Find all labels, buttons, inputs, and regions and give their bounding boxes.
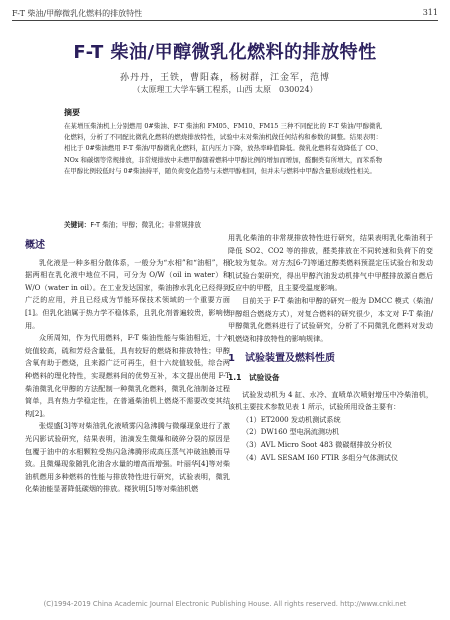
list-item: （2）DW160 型电涡流测功机 (242, 427, 340, 437)
paragraph: 众所周知，作为代用燃料，F-T 柴油性能与柴油相近，十六烷值较高，硫和芳烃含量低，具有较好的燃烧和排放特性；甲醇含氧有助于燃烧，且来源广泛可再生，但十六烷值较低，综合两种燃料的理化特性，实现燃料间的优势互补，本文提出使用 F-T 柴油微乳化甲醇的方法配制一种微乳化燃料，微乳化油制备过程简单，具有热力学稳定性，在普通柴油机上燃烧不需要改变其结构[2]。 (25, 333, 230, 418)
paragraph: 乳化液是一种多相分散体系，一般分为“水相”和“油相”，根据两相在乳化液中地位不同，可分为 O/W（oil in water）和 W/O（water in oil）。在工业发达国家，柴油掺水乳化已经得到广泛的应用，并且已经成为节能环保技术领域的一个重要方面[1]。但乳化油属于热力学不稳体系，且乳化剂普遍较贵，影响使用。 (25, 257, 230, 330)
author-list: 孙丹丹，王铁，曹阳森，杨树群，江金军，范博 (119, 73, 330, 83)
running-title: F-T 柴油/甲醇微乳化燃料的排放特性 (12, 9, 143, 18)
equipment-list (228, 414, 433, 464)
keywords (64, 219, 384, 229)
left-column (25, 238, 230, 496)
paragraph: 张煜盛[3]等对柴油乳化液喷雾闪急沸腾与微爆现象进行了激光闪影试验研究，结果表明，油滴发生微爆和破碎分裂的原因是包覆于油中的水相颗粒受热闪急沸腾形成高压蒸气冲破油膜而导致。且微爆现象随乳化油含水量的增高而增强。叶丽华[4]等对柴油机燃用多种燃料的性能与排放特性进行研究，试验表明，微乳化柴油能显著降低碳烟的排放。楼狄明[5]等对柴油机燃 (25, 421, 230, 494)
abstract-text: 在某增压柴油机上分别燃用 0#柴油、F-T 柴油和 FM05、FM10、FM15 三种不同配比的 F-T 柴油/甲醇微乳化燃料，分析了不同配比微乳化燃料的燃烧排放特性，试验中未对柴油机做任何结构和参数的调整。结果表明：相比于 0#柴油燃用 F-T 柴油/甲醇微乳化燃料，缸内压力下降，放热率峰值降低。微乳化燃料有效降低了 CO、NOx 和碳烟等常规排放，非常规排放中未燃甲醇随着燃料中甲醇比例的增加而增加，醛酮类有所增大，而苯系物在甲醇比例较低时与 0#柴油持平，随负荷变化趋势与未燃甲醇相同，但并未与燃料中甲醇含量形成线性相关。 (64, 122, 382, 175)
paragraph: 试验发动机为 4 缸、水冷、直喷单次喷射增压中冷柴油机，该机主要技术参数见表 1 所示，试验所用设备主要有： (228, 389, 433, 412)
paragraph-continued: 用乳化柴油的非常规排放特性进行研究，结果表明乳化柴油利于降低 SO2、CO2 等的排放，醛类排放在不同转速和负荷下的变化较为复杂。对方杰[6-7]等通过醇类燃料预混定压试验台和发动机试验台架研究，得出甲醇汽油发动机排气中甲醛排放源自燃后反应中的甲醛，且主要受温度影响。 (228, 233, 433, 293)
subsection-heading-equipment: 1.1 试验设备 (228, 372, 280, 382)
list-item: （1）ET2000 发动机测试系统 (242, 414, 341, 424)
paragraph: 目前关于 F-T 柴油和甲醇的研究一般为 DMCC 模式（柴油/甲醇组合燃烧方式），对复合燃料的研究很少，本文对 F-T 柴油/甲醇微乳化燃料进行了试验研究，分析了不同微乳化燃料对发动机燃烧和排放特性的影响规律。 (228, 295, 433, 343)
section-heading-overview: 概述 (25, 240, 45, 251)
keywords-text: F-T 柴油；甲醇；微乳化；非常规排放 (90, 221, 201, 229)
copyright-footer: (C)1994-2019 China Academic Journal Electronic Publishing House. All rights reserved. http://www.cnki.net (43, 600, 407, 608)
section-heading-setup: 1 试验装置及燃料性质 (228, 353, 335, 365)
affiliation: （太原理工大学车辆工程系，山西 太原 030024） (132, 85, 318, 94)
page-number: 311 (422, 8, 438, 17)
paper-title: F-T 柴油/甲醇微乳化燃料的排放特性 (73, 42, 377, 63)
keywords-label: 关键词： (64, 221, 91, 229)
right-column (228, 232, 433, 464)
header-rule (12, 20, 438, 21)
running-header (12, 8, 438, 22)
list-item: （3）AVL Micro Soot 483 微碳烟排放分析仪 (242, 439, 393, 449)
abstract-heading: 摘要 (64, 108, 80, 117)
list-item: （4）AVL SESAM I60 FTIR 多组分气体测试仪 (242, 452, 398, 462)
